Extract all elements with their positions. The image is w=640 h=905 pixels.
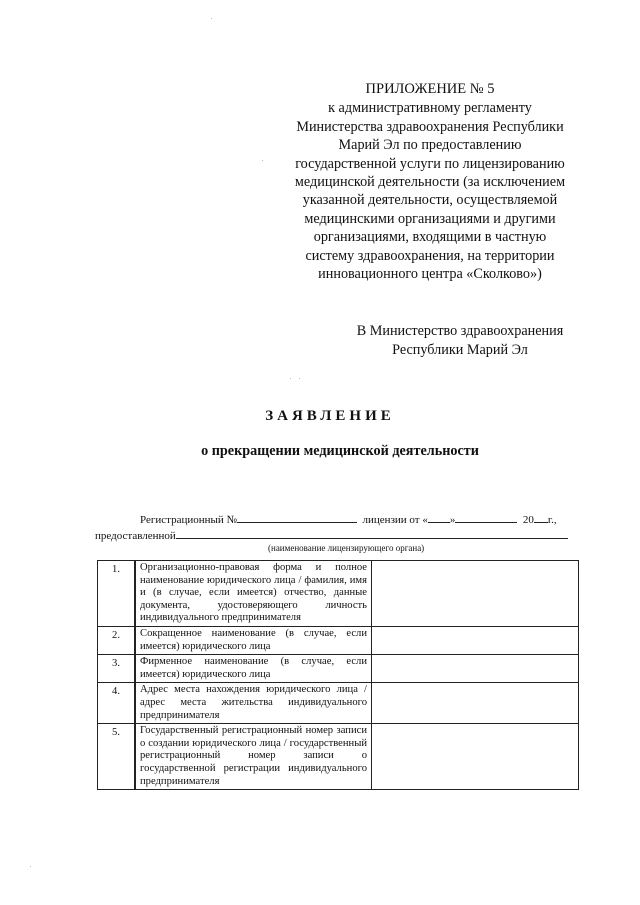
table-row	[98, 683, 579, 724]
scan-speck	[262, 160, 263, 161]
addressee-block	[340, 322, 580, 360]
table-row	[98, 561, 579, 627]
year-prefix: 20	[522, 514, 534, 526]
appendix-title: ПРИЛОЖЕНИЕ № 5	[365, 81, 495, 97]
scan-speck	[299, 378, 300, 379]
license-year-field[interactable]	[534, 511, 548, 523]
scan-speck	[30, 866, 31, 867]
document-title: ЗАЯВЛЕНИЕ	[265, 408, 395, 424]
row-value-field[interactable]	[372, 724, 579, 790]
appendix-line: государственной услуги по лицензированию	[295, 155, 565, 172]
registration-line	[140, 511, 557, 526]
appendix-line: медицинской деятельности (за исключением	[294, 174, 566, 191]
addressee-line: В Министерство здравоохранения	[356, 323, 564, 339]
provided-label: предоставленной	[95, 530, 176, 542]
appendix-line: медицинскими организациями и другими	[304, 210, 556, 227]
row-number: 1.	[98, 561, 136, 627]
appendix-line: Министерства здравоохранения Республики	[296, 118, 564, 135]
reg-number-label: Регистрационный №	[140, 514, 238, 526]
appendix-line: Марий Эл по предоставлению	[338, 137, 522, 154]
reg-number-field[interactable]	[237, 511, 357, 523]
appendix-line: организациями, входящими в частную	[313, 229, 547, 246]
organ-caption: (наименование лицензирующего органа)	[268, 543, 425, 553]
licensing-organ-field[interactable]	[176, 527, 568, 539]
appendix-line: указанной деятельности, осуществляемой	[302, 192, 558, 209]
addressee-line: Республики Марий Эл	[392, 342, 528, 358]
row-label: Государственный регистрационный номер записи о создании юридического лица / государственный регистрационный номер записи о государственной регистрации индивидуального предпринимателя	[135, 724, 372, 790]
row-label: Адрес места нахождения юридического лица / адрес места жительства индивидуального предпринимателя	[135, 683, 372, 724]
appendix-line: систему здравоохранения, на территории	[305, 247, 555, 264]
row-label: Сокращенное наименование (в случае, если имеется) юридического лица	[135, 626, 372, 654]
row-number: 4.	[98, 683, 136, 724]
scan-speck	[290, 378, 291, 379]
provided-line	[95, 527, 568, 542]
row-number: 5.	[98, 724, 136, 790]
row-value-field[interactable]	[372, 683, 579, 724]
row-label: Организационно-правовая форма и полное наименование юридического лица / фамилия, имя и (в случае, если имеется) отчество, данные документа, удостоверяющего личность индивидуального предпринимателя	[135, 561, 372, 627]
table-row	[98, 626, 579, 654]
row-value-field[interactable]	[372, 655, 579, 683]
scan-speck	[211, 18, 212, 19]
row-number: 2.	[98, 626, 136, 654]
year-suffix: г.,	[547, 514, 557, 526]
row-label: Фирменное наименование (в случае, если имеется) юридического лица	[135, 655, 372, 683]
document-subtitle: о прекращении медицинской деятельности	[201, 443, 479, 459]
quote-close: »	[449, 514, 456, 526]
appendix-line: инновационного центра «Сколково»)	[318, 266, 542, 283]
application-table	[97, 560, 579, 790]
row-value-field[interactable]	[372, 561, 579, 627]
row-value-field[interactable]	[372, 626, 579, 654]
row-number: 3.	[98, 655, 136, 683]
license-day-field[interactable]	[428, 511, 450, 523]
table-row	[98, 724, 579, 790]
appendix-line: к административному регламенту	[328, 100, 532, 117]
license-date-label: лицензии от «	[362, 514, 428, 526]
license-month-field[interactable]	[455, 511, 517, 523]
table-row	[98, 655, 579, 683]
appendix-header	[280, 80, 580, 283]
